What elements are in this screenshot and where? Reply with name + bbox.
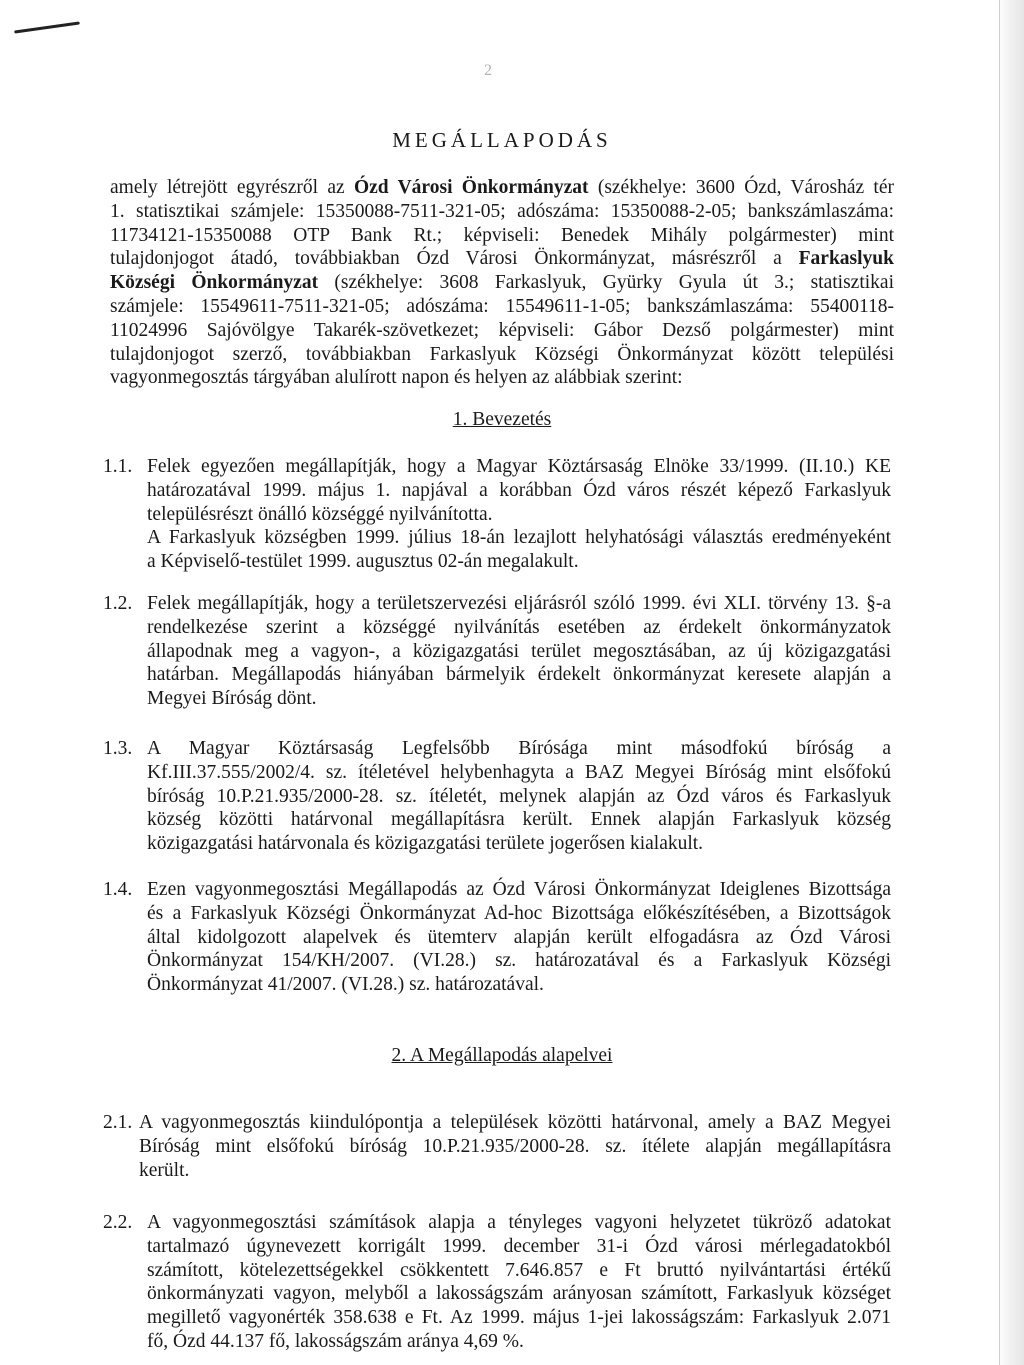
intro-line: 11734121-15350088 OTP Bank Rt.; képviseli: Benedek Mihály polgármester) mint	[110, 224, 894, 246]
text-line: számított, kötelezettségekkel csökkentett 7.646.857 e Ft bruttó nyilvántartási értékű	[147, 1259, 891, 1281]
text-line: Megyei Bíróság dönt.	[147, 688, 317, 710]
intro-line: tulajdonjogot szerző, továbbiakban Farkaslyuk Községi Önkormányzat között települési	[110, 343, 894, 365]
section-text	[139, 1111, 891, 1182]
ozd-name-1: Ózd Városi Önkormányzat	[353, 177, 589, 198]
intro-paragraph	[110, 176, 894, 390]
text-line: Felek egyezően megállapítják, hogy a Magyar Köztársaság Elnöke 33/1999. (II.10.) KE	[147, 456, 891, 477]
section-text	[147, 1211, 891, 1354]
text-line: tartalmazó úgynevezett korrigált 1999. december 31-i Ózd városi mérlegadatokból	[147, 1235, 891, 1257]
text-line: Felek megállapítják, hogy a területszervezési eljárásról szóló 1999. évi XLI. törvény 13. §-a	[147, 593, 891, 614]
text-line: fő, Ózd 44.137 fő, lakosságszám aránya 4,69 %.	[147, 1330, 524, 1352]
text-line: által kidolgozott alapelvek és ütemterv alapján került elfogadásra az Ózd Városi	[147, 926, 891, 948]
text-line: rendelkezése szerint a községgé nyilvánítás esetében az érdekelt önkormányzatok	[147, 616, 891, 638]
section-heading-1: 1. Bevezetés	[452, 409, 552, 430]
text-line: A Farkaslyuk községben 1999. július 18-án lezajlott helyhatósági választás eredményeként	[147, 527, 891, 549]
farkaslyuk-name-2: Községi Önkormányzat	[110, 272, 319, 294]
text-line: A vagyonmegosztási számítások alapja a tényleges vagyoni helyzetet tükröző adatokat	[147, 1212, 891, 1233]
section-number: 1.2.	[103, 593, 133, 614]
text-line: A vagyonmegosztás kiindulópontja a települések közötti határvonal, amely a BAZ Megyei	[139, 1112, 891, 1133]
text-line: és a Farkaslyuk Községi Önkormányzat Ad-hoc Bizottsága előkészítésében, a Bizottságok	[147, 902, 891, 924]
intro-line: 1. statisztikai számjele: 15350088-7511-321-05; adószáma: 15350088-2-05; bankszámlaszáma:	[110, 200, 894, 222]
section-heading-2: 2. A Megállapodás alapelvei	[391, 1045, 613, 1066]
text-line: határozatával 1999. május 1. napjával a korábban Ózd város részét képező Farkaslyuk	[147, 479, 891, 501]
intro-line: 11024996 Sajóvölgye Takarék-szövetkezet; képviseli: Gábor Dezső polgármester) mint	[110, 319, 894, 341]
text-line: A Magyar Köztársaság Legfelsőbb Bírósága mint másodfokú bíróság a	[147, 738, 891, 759]
intro-line: amely létrejött egyrészről az Ózd Városi Önkormányzat (székhelye: 3600 Ózd, Városház tér	[110, 177, 894, 198]
text-line: közigazgatási határvonala és közigazgatási területe jogerősen kialakult.	[147, 833, 704, 855]
document-title: MEGÁLLAPODÁS	[392, 128, 612, 152]
intro-line: vagyonmegosztás tárgyában alulírott napon és helyen az alábbiak szerint:	[110, 367, 683, 389]
text-line: került.	[139, 1159, 190, 1181]
section-number: 1.1.	[103, 456, 133, 477]
text-line: bíróság 10.P.21.935/2000-28. sz. ítéletét, melynek alapján az Ózd város és Farkaslyuk	[147, 785, 891, 807]
text-line: önkormányzati vagyon, melyből a lakosságszám arányosan számított, Farkaslyuk községet	[147, 1283, 891, 1305]
section-number: 1.3.	[103, 738, 133, 759]
text-line: Önkormányzat 154/KH/2007. (VI.28.) sz. határozatával és a Farkaslyuk Községi	[147, 950, 891, 972]
scan-edge-line	[999, 0, 1000, 1365]
section-text	[147, 455, 891, 574]
section-number: 1.4.	[103, 879, 133, 900]
text-line: határban. Megállapodás hiányában bármelyik érdekelt önkormányzat keresete alapján a	[147, 664, 891, 686]
text-line: község közötti határvonal megállapításra került. Ennek alapján Farkaslyuk község	[147, 809, 891, 831]
section-text	[147, 592, 891, 711]
text-line: településrészt önálló községgé nyilvánította.	[147, 503, 493, 525]
text-line: Kf.III.37.555/2002/4. sz. ítéletével helybenhagyta a BAZ Megyei Bíróság mint elsőfokú	[147, 761, 891, 783]
text-line: megillető vagyonérték 358.638 e Ft. Az 1999. május 1-jei lakosságszám: Farkaslyuk 2.071	[147, 1307, 891, 1329]
farkaslyuk-name-1: Farkaslyuk	[798, 248, 894, 270]
section-number: 2.1.	[103, 1112, 133, 1133]
section-number: 2.2.	[103, 1212, 133, 1233]
page-number: 2	[484, 62, 492, 79]
text-line: Ezen vagyonmegosztási Megállapodás az Ózd Városi Önkormányzat Ideiglenes Bizottsága	[147, 879, 891, 900]
intro-line: Községi Önkormányzat (székhelye: 3608 Farkaslyuk, Gyürky Gyula út 3.; statisztikai	[110, 272, 894, 294]
text-line: Bíróság mint elsőfokú bíróság 10.P.21.935/2000-28. sz. ítélete alapján megállapításra	[139, 1135, 891, 1157]
intro-line: számjele: 15549611-7511-321-05; adószáma: 15549611-1-05; bankszámlaszáma: 55400118-	[110, 295, 894, 317]
text-line: állapodnak meg a vagyon-, a közigazgatási terület megosztásában, az új közigazgatási	[147, 640, 891, 662]
intro-line: tulajdonjogot átadó, továbbiakban Ózd Városi Önkormányzat, másrészről a Farkaslyuk	[110, 248, 894, 270]
section-text	[147, 737, 891, 856]
scan-edge	[998, 0, 1024, 1365]
text-line: a Képviselő-testület 1999. augusztus 02-án megalakult.	[147, 551, 579, 573]
section-text	[147, 878, 891, 997]
text-line: Önkormányzat 41/2007. (VI.28.) sz. határozatával.	[147, 974, 544, 996]
pen-mark	[14, 21, 80, 33]
